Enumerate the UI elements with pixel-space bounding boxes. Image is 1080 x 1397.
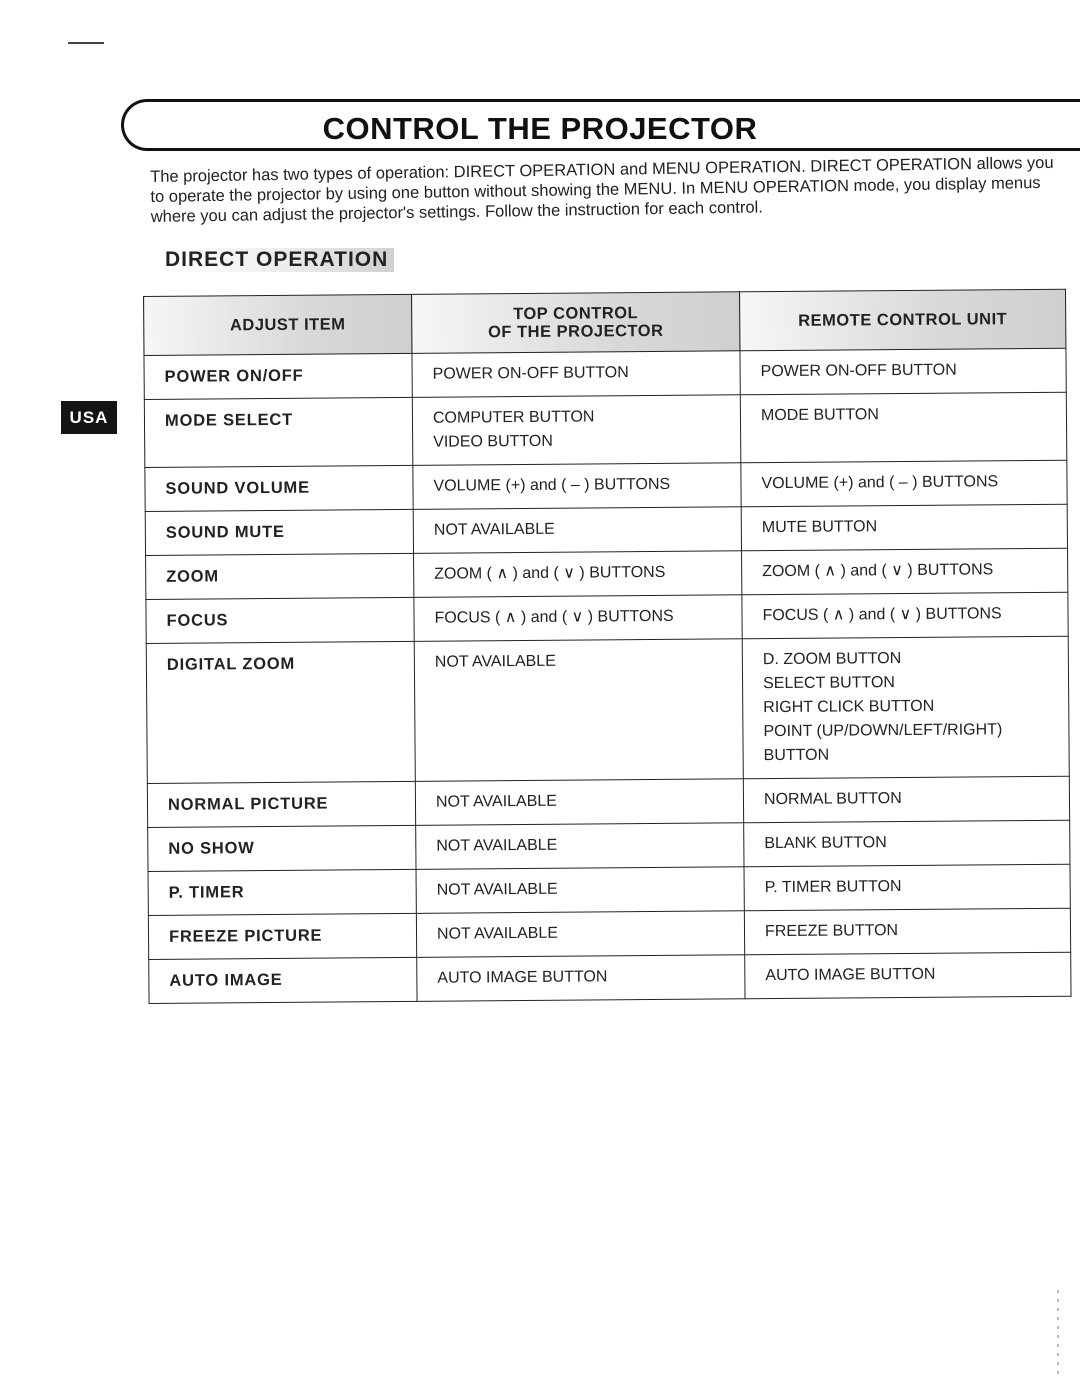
remote-control-cell <box>740 348 1066 395</box>
header-top-control-line1: TOP CONTROL <box>513 304 639 324</box>
adjust-item-cell <box>145 509 413 555</box>
adjust-item-cell <box>149 957 417 1003</box>
adjust-item-label: NORMAL PICTURE <box>167 794 329 814</box>
top-control-text: POWER ON-OFF BUTTON <box>432 364 629 383</box>
top-control-text: NOT AVAILABLE <box>436 924 559 943</box>
page-corner-dash <box>68 42 104 44</box>
adjust-item-cell <box>144 353 412 399</box>
remote-control-text: RIGHT CLICK BUTTON <box>763 697 935 717</box>
top-control-text: VOLUME (+) and ( – ) BUTTONS <box>433 475 671 495</box>
remote-control-text: MUTE BUTTON <box>761 518 878 537</box>
remote-control-text: D. ZOOM BUTTON <box>762 650 902 669</box>
intro-paragraph: The projector has two types of operation: DIRECT OPERATION and MENU OPERATION. DIRECT OPERATION allows you to operate the projector by using one button without showing the MENU. In MENU OPERATION mode, you display menus where you can adjust the projector's settings. Follow the instruction for each control. <box>150 153 1054 226</box>
table-row <box>146 636 1069 783</box>
table-body <box>144 348 1071 1003</box>
adjust-item-label: ZOOM <box>166 567 219 586</box>
remote-control-text: VOLUME (+) and ( – ) BUTTONS <box>761 473 999 493</box>
remote-control-cell <box>744 820 1070 867</box>
remote-control-cell <box>740 392 1067 463</box>
remote-control-cell <box>742 548 1068 595</box>
table-row <box>144 348 1066 399</box>
adjust-item-cell <box>146 597 414 643</box>
table-row <box>145 460 1067 511</box>
adjust-item-cell <box>147 781 415 827</box>
scan-edge-marks <box>1057 1290 1059 1380</box>
remote-control-text: ZOOM ( ∧ ) and ( ∨ ) BUTTONS <box>762 561 994 581</box>
top-control-text: AUTO IMAGE BUTTON <box>437 968 608 987</box>
adjust-item-cell <box>146 641 415 783</box>
top-control-cell <box>416 823 744 870</box>
top-control-cell <box>413 463 741 510</box>
remote-control-text: NORMAL BUTTON <box>763 790 902 809</box>
section-title: DIRECT OPERATION <box>163 248 394 272</box>
adjust-item-label: NO SHOW <box>168 839 255 858</box>
remote-control-text: POINT (UP/DOWN/LEFT/RIGHT) <box>763 721 1003 741</box>
top-control-cell <box>416 911 744 958</box>
top-control-cell <box>414 639 743 782</box>
top-control-cell <box>416 867 744 914</box>
remote-control-cell <box>744 908 1070 955</box>
remote-control-text: SELECT BUTTON <box>762 674 896 693</box>
table-header-row <box>144 289 1066 355</box>
remote-control-text: FOCUS ( ∧ ) and ( ∨ ) BUTTONS <box>762 605 1002 625</box>
table-row <box>146 592 1068 643</box>
top-control-cell <box>413 507 741 554</box>
top-control-cell <box>412 395 741 466</box>
table-row <box>147 776 1069 827</box>
remote-control-cell <box>744 864 1070 911</box>
remote-control-text: BLANK BUTTON <box>764 834 887 853</box>
page-title: CONTROL THE PROJECTOR <box>322 111 758 146</box>
adjust-item-label: P. TIMER <box>168 883 245 902</box>
top-control-cell <box>414 595 742 642</box>
remote-control-cell <box>742 636 1069 779</box>
table-row <box>144 392 1067 467</box>
remote-control-text: MODE BUTTON <box>760 406 879 425</box>
header-top-control-line2: OF THE PROJECTOR <box>487 321 664 342</box>
table-row <box>146 548 1068 599</box>
top-control-text: NOT AVAILABLE <box>436 836 558 855</box>
table-row <box>148 908 1070 959</box>
adjust-item-cell <box>148 869 416 915</box>
adjust-item-label: FREEZE PICTURE <box>168 926 323 946</box>
remote-control-cell <box>745 952 1071 999</box>
top-control-text: NOT AVAILABLE <box>433 520 555 539</box>
adjust-item-label: POWER ON/OFF <box>164 366 304 386</box>
top-control-cell <box>414 551 742 598</box>
adjust-item-label: AUTO IMAGE <box>169 970 283 990</box>
adjust-item-label: SOUND VOLUME <box>165 478 310 498</box>
adjust-item-label: DIGITAL ZOOM <box>166 654 296 674</box>
adjust-item-cell <box>148 825 416 871</box>
adjust-item-cell <box>144 397 413 467</box>
header-adjust-item: ADJUST ITEM <box>144 294 412 355</box>
remote-control-cell <box>741 504 1067 551</box>
top-control-cell <box>415 779 743 826</box>
top-control-cell <box>417 955 745 1002</box>
top-control-text: NOT AVAILABLE <box>434 652 556 671</box>
top-control-text: FOCUS ( ∧ ) and ( ∨ ) BUTTONS <box>434 607 674 627</box>
table-row <box>148 864 1070 915</box>
remote-control-text: P. TIMER BUTTON <box>764 878 902 897</box>
remote-control-cell <box>743 776 1069 823</box>
direct-operation-table-wrapper <box>143 289 1071 1004</box>
top-control-text: NOT AVAILABLE <box>435 792 558 811</box>
remote-control-text: POWER ON-OFF BUTTON <box>760 361 957 381</box>
remote-control-cell <box>741 460 1067 507</box>
adjust-item-label: MODE SELECT <box>164 410 294 430</box>
remote-control-cell <box>742 592 1068 639</box>
direct-operation-table <box>143 289 1072 1004</box>
remote-control-text: AUTO IMAGE BUTTON <box>765 965 936 985</box>
top-control-text: VIDEO BUTTON <box>433 432 553 451</box>
adjust-item-cell <box>145 465 413 511</box>
adjust-item-label: FOCUS <box>166 611 229 630</box>
table-row <box>145 504 1067 555</box>
remote-control-text: FREEZE BUTTON <box>764 922 899 941</box>
top-control-text: ZOOM ( ∧ ) and ( ∨ ) BUTTONS <box>434 563 666 583</box>
region-badge: USA <box>61 401 117 434</box>
table-row <box>148 820 1070 871</box>
header-remote-control: REMOTE CONTROL UNIT <box>739 289 1065 351</box>
header-top-control <box>411 292 739 354</box>
table-row <box>149 952 1071 1003</box>
top-control-text: NOT AVAILABLE <box>436 880 558 899</box>
adjust-item-label: SOUND MUTE <box>165 522 285 542</box>
top-control-cell <box>412 351 740 398</box>
remote-control-text: BUTTON <box>763 746 830 765</box>
adjust-item-cell <box>148 913 416 959</box>
adjust-item-cell <box>146 553 414 599</box>
top-control-text: COMPUTER BUTTON <box>432 408 595 427</box>
